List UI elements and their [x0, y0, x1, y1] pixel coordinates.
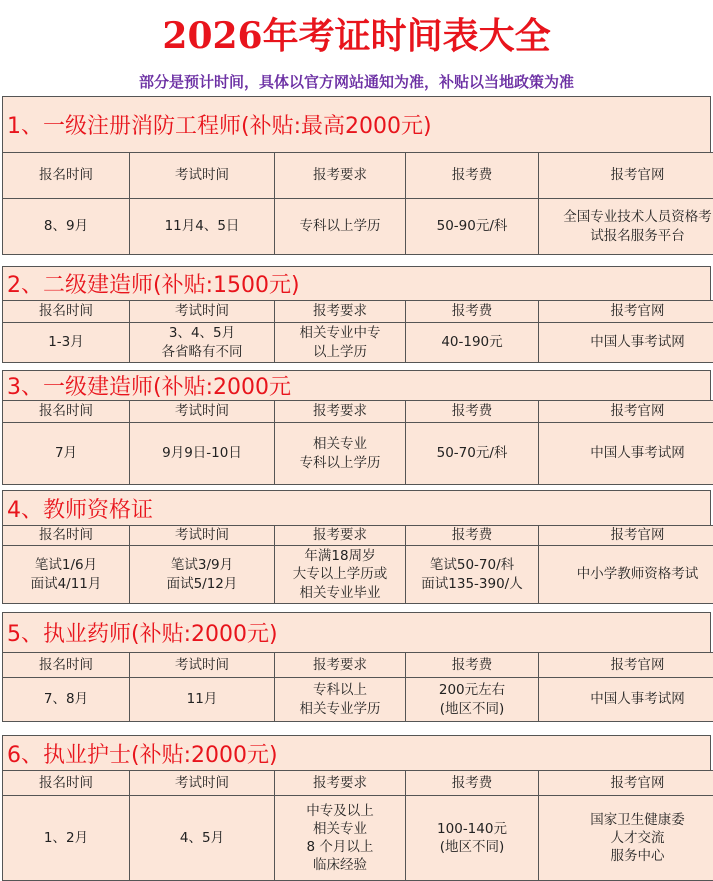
table-cell [539, 546, 713, 604]
table-cell [3, 423, 130, 485]
column-header: 报考费 [406, 526, 539, 546]
table-cell [406, 323, 539, 363]
cell-text: 7月 [5, 444, 127, 462]
column-header: 报考官网 [539, 401, 713, 423]
cell-text: 中国人事考试网 [541, 444, 713, 462]
column-header: 报考官网 [539, 771, 713, 796]
cell-text: 1、2月 [5, 829, 127, 847]
table-cell [275, 796, 406, 881]
table-cell [130, 199, 275, 255]
table-cell [406, 796, 539, 881]
cell-text: 专科以上 [277, 681, 403, 699]
cell-text: 面试4/11月 [5, 575, 127, 593]
cell-text: 200元左右 [408, 681, 536, 699]
section-heading: 5、执业药师(补贴:2000元) [2, 612, 711, 652]
column-header: 报考官网 [539, 301, 713, 323]
cell-text: 中专及以上 [277, 802, 403, 820]
column-header: 报名时间 [3, 301, 130, 323]
table-cell [3, 199, 130, 255]
cell-text: 国家卫生健康委 [541, 811, 713, 829]
cell-text: 相关专业学历 [277, 700, 403, 718]
column-header: 报考费 [406, 401, 539, 423]
cell-text: 100-140元 [408, 820, 536, 838]
table-row [3, 796, 713, 881]
cell-text: 大专以上学历或 [277, 565, 403, 583]
section-heading: 6、执业护士(补贴:2000元) [2, 735, 711, 770]
cell-text: (地区不同) [408, 838, 536, 856]
column-header: 报考要求 [275, 771, 406, 796]
cell-text: 40-190元 [408, 333, 536, 351]
table-cell [539, 423, 713, 485]
column-header: 报考要求 [275, 653, 406, 678]
column-header: 报名时间 [3, 526, 130, 546]
table-cell [539, 323, 713, 363]
section-table [2, 152, 713, 255]
column-header: 报考官网 [539, 526, 713, 546]
cell-text: 8 个月以上 [277, 838, 403, 856]
section-5 [2, 612, 711, 721]
table-cell [406, 199, 539, 255]
table-cell [539, 199, 713, 255]
cell-text: 中国人事考试网 [541, 333, 713, 351]
table-row [3, 199, 713, 255]
column-header: 报考费 [406, 771, 539, 796]
cell-text: 相关专业毕业 [277, 584, 403, 602]
cell-text: 全国专业技术人员资格考 [541, 208, 713, 226]
table-header-row [3, 301, 713, 323]
table-cell [130, 678, 275, 722]
section-table [2, 300, 713, 363]
table-header-row [3, 153, 713, 199]
cell-text: 4、5月 [132, 829, 272, 847]
section-1 [2, 96, 711, 254]
cell-text: 笔试3/9月 [132, 556, 272, 574]
cell-text: 中国人事考试网 [541, 690, 713, 708]
column-header: 报考要求 [275, 153, 406, 199]
section-3 [2, 370, 711, 484]
column-header: 报考官网 [539, 653, 713, 678]
section-heading: 2、二级建造师(补贴:1500元) [2, 266, 711, 300]
table-row [3, 546, 713, 604]
cell-text: 临床经验 [277, 856, 403, 874]
cell-text: 相关专业中专 [277, 324, 403, 342]
table-header-row [3, 401, 713, 423]
column-header: 报考要求 [275, 401, 406, 423]
table-header-row [3, 526, 713, 546]
cell-text: 专科以上学历 [277, 454, 403, 472]
table-cell [275, 678, 406, 722]
table-cell [130, 423, 275, 485]
table-header-row [3, 771, 713, 796]
column-header: 考试时间 [130, 653, 275, 678]
cell-text: 50-70元/科 [408, 444, 536, 462]
section-4 [2, 490, 711, 603]
cell-text: 9月9日-10日 [132, 444, 272, 462]
table-cell [130, 796, 275, 881]
cell-text: 年满18周岁 [277, 547, 403, 565]
section-2 [2, 266, 711, 362]
cell-text: 试报名服务平台 [541, 227, 713, 245]
table-cell [406, 678, 539, 722]
cell-text: 11月4、5日 [132, 217, 272, 235]
section-table [2, 652, 713, 722]
table-row [3, 423, 713, 485]
cell-text: 服务中心 [541, 847, 713, 865]
section-table [2, 525, 713, 604]
column-header: 报名时间 [3, 771, 130, 796]
cell-text: 3、4、5月 [132, 324, 272, 342]
cell-text: (地区不同) [408, 700, 536, 718]
column-header: 考试时间 [130, 301, 275, 323]
column-header: 报考要求 [275, 301, 406, 323]
table-cell [406, 423, 539, 485]
column-header: 报考费 [406, 301, 539, 323]
cell-text: 8、9月 [5, 217, 127, 235]
cell-text: 7、8月 [5, 690, 127, 708]
table-row [3, 323, 713, 363]
table-row [3, 678, 713, 722]
cell-text: 专科以上学历 [277, 217, 403, 235]
column-header: 考试时间 [130, 771, 275, 796]
cell-text: 相关专业 [277, 435, 403, 453]
table-cell [130, 323, 275, 363]
table-cell [539, 678, 713, 722]
cell-text: 笔试1/6月 [5, 556, 127, 574]
table-cell [275, 423, 406, 485]
column-header: 报名时间 [3, 153, 130, 199]
section-heading: 1、一级注册消防工程师(补贴:最高2000元) [2, 96, 711, 152]
table-cell [3, 546, 130, 604]
page-title: 2026年考证时间表大全 [0, 0, 713, 67]
cell-text: 人才交流 [541, 829, 713, 847]
cell-text: 11月 [132, 690, 272, 708]
section-heading: 4、教师资格证 [2, 490, 711, 525]
cell-text: 各省略有不同 [132, 343, 272, 361]
column-header: 报考费 [406, 153, 539, 199]
table-cell [130, 546, 275, 604]
cell-text: 中小学教师资格考试 [541, 565, 713, 583]
column-header: 考试时间 [130, 153, 275, 199]
column-header: 报考官网 [539, 153, 713, 199]
cell-text: 50-90元/科 [408, 217, 536, 235]
table-cell [275, 199, 406, 255]
cell-text: 面试5/12月 [132, 575, 272, 593]
section-6 [2, 735, 711, 880]
cell-text: 以上学历 [277, 343, 403, 361]
column-header: 报考要求 [275, 526, 406, 546]
page-subtitle: 部分是预计时间，具体以官方网站通知为准，补贴以当地政策为准 [0, 66, 713, 96]
table-header-row [3, 653, 713, 678]
table-cell [3, 678, 130, 722]
section-table [2, 770, 713, 881]
table-cell [539, 796, 713, 881]
column-header: 考试时间 [130, 526, 275, 546]
table-cell [3, 323, 130, 363]
column-header: 考试时间 [130, 401, 275, 423]
table-cell [3, 796, 130, 881]
cell-text: 1-3月 [5, 333, 127, 351]
table-cell [406, 546, 539, 604]
column-header: 报名时间 [3, 401, 130, 423]
cell-text: 相关专业 [277, 820, 403, 838]
column-header: 报名时间 [3, 653, 130, 678]
cell-text: 面试135-390/人 [408, 575, 536, 593]
section-heading: 3、一级建造师(补贴:2000元 [2, 370, 711, 400]
table-cell [275, 546, 406, 604]
column-header: 报考费 [406, 653, 539, 678]
cell-text: 笔试50-70/科 [408, 556, 536, 574]
table-cell [275, 323, 406, 363]
section-table [2, 400, 713, 485]
